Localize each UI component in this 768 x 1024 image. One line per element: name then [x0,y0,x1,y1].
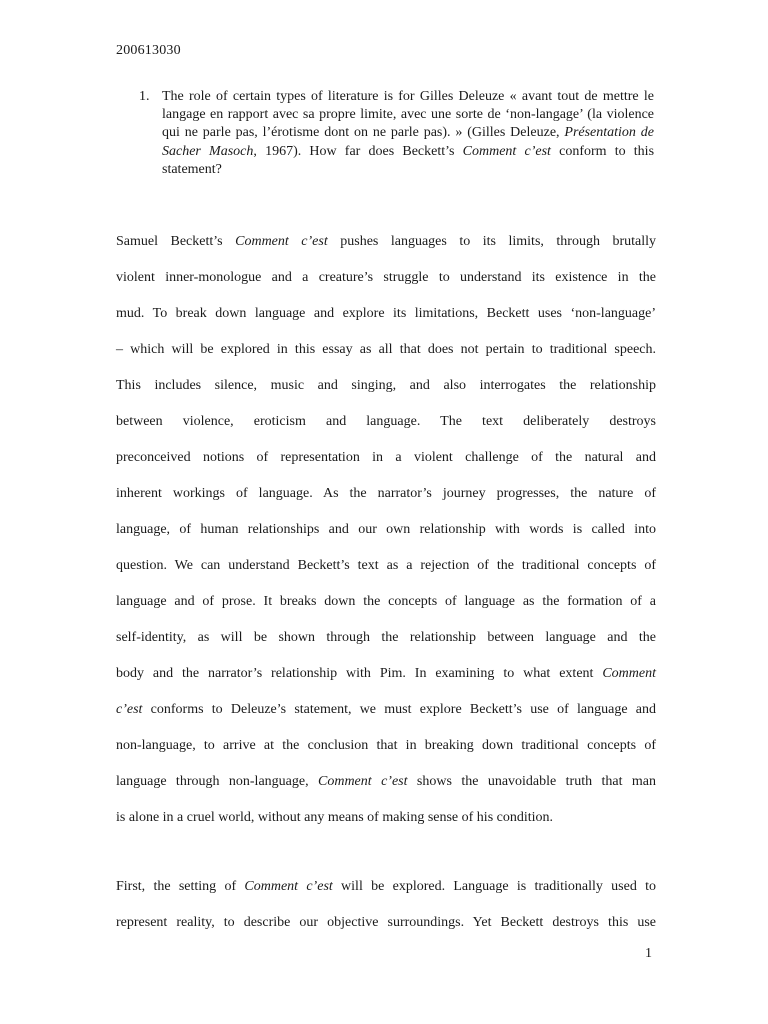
text-line [116,368,656,404]
essay-paragraph-2 [116,869,656,941]
line-segment: non-language, to arrive at the conclusion that in breaking down traditional concepts of [116,738,656,753]
page-number: 1 [645,946,652,961]
text-line [116,584,656,620]
line-segment: First, the setting of [116,879,245,894]
line-segment: body and the narrator’s relationship with Pim. In examining to what extent [116,666,603,681]
line-segment: violent inner-monologue and a creature’s struggle to understand its existence in the [116,270,656,285]
text-line [116,905,656,941]
text-line [116,404,656,440]
line-segment: question. We can understand Beckett’s text as a rejection of the traditional concepts of [116,558,656,573]
text-line [116,728,656,764]
line-segment: inherent workings of language. As the narrator’s journey progresses, the nature of [116,486,656,501]
text-line [116,620,656,656]
text-line [116,512,656,548]
text-line [116,260,656,296]
text-line [116,800,656,836]
italic-title: Comment c’est [244,879,333,894]
text-line [116,764,656,800]
question-text-part2: , 1967). How far does Beckett’s [253,143,463,159]
essay-question [139,88,654,179]
line-segment: preconceived notions of representation in a violent challenge of the natural and [116,450,656,465]
text-line [116,476,656,512]
question-title-italic: Présentation de Sacher Masoch [162,125,654,159]
italic-title: Comment c’est [235,234,328,249]
essay-paragraph-1 [116,224,656,836]
question-text [162,88,654,179]
italic-title: c’est [116,702,143,717]
line-segment: pushes languages to its limits, through brutally [327,234,657,249]
line-segment: conforms to Deleuze’s statement, we must explore Beckett’s use of language and [142,702,656,717]
text-line [116,548,656,584]
text-line [116,440,656,476]
italic-title: Comment c’est [318,774,408,789]
question-work-italic: Comment c’est [462,143,551,159]
line-segment: Samuel Beckett’s [116,234,236,249]
student-id: 200613030 [116,43,181,58]
line-segment: between violence, eroticism and language. The text deliberately destroys [116,414,656,429]
line-segment: self-identity, as will be shown through the relationship between language and the [116,630,656,645]
line-segment: represent reality, to describe our objective surroundings. Yet Beckett destroys this use [116,915,656,930]
italic-title: Comment [602,666,656,681]
line-segment: language and of prose. It breaks down the concepts of language as the formation of a [116,594,656,609]
line-segment: language through non-language, [116,774,318,789]
line-segment: mud. To break down language and explore its limitations, Beckett uses ‘non-language’ [116,306,656,321]
text-line [116,656,656,692]
line-segment: is alone in a cruel world, without any means of making sense of his condition. [116,810,554,825]
line-segment: will be explored. Language is traditionally used to [332,879,657,894]
line-segment: language, of human relationships and our own relationship with words is called into [116,522,656,537]
text-line [116,692,656,728]
question-text-part1: The role of certain types of literature is for Gilles Deleuze « avant tout de mettre le langage en rapport avec sa propre limite, avec une sorte de ‘non-langage’ (la violence qui ne parle pas, l’érotisme dont on ne parle pas). » (Gilles Deleuze, [162,89,654,141]
line-segment: – which will be explored in this essay as all that does not pertain to traditional speech. [116,342,656,357]
text-line [116,332,656,368]
line-segment: This includes silence, music and singing, and also interrogates the relationship [116,378,656,393]
text-line [116,296,656,332]
text-line [116,224,656,260]
line-segment: shows the unavoidable truth that man [407,774,656,789]
question-number: 1. [139,89,150,104]
question-text-part3: conform to this statement? [162,143,655,177]
text-line [116,869,656,905]
